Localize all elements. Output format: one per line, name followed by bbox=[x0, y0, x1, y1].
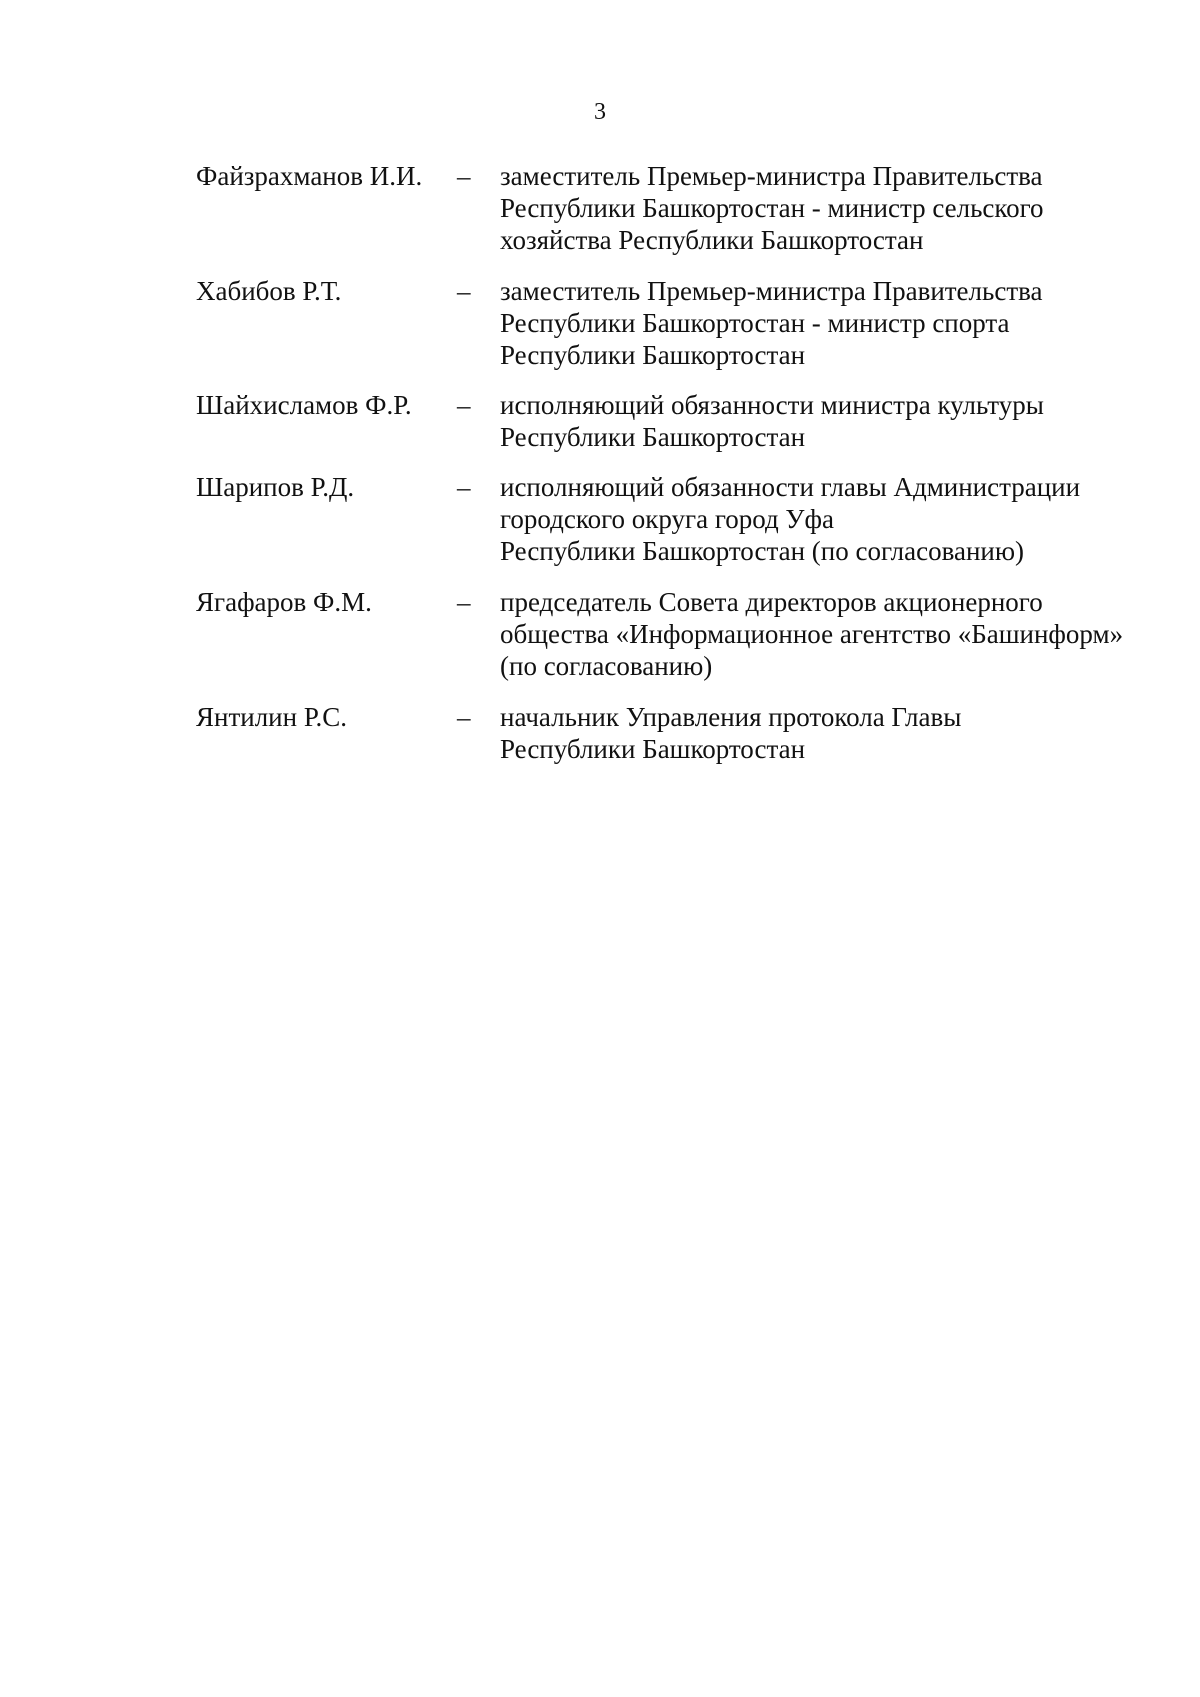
position-line: заместитель Премьер-министра Правительства bbox=[500, 276, 1043, 306]
position-line: исполняющий обязанности министра культуры bbox=[500, 390, 1044, 420]
page-number: 3 bbox=[594, 99, 606, 125]
position-line: Республики Башкортостан bbox=[500, 340, 806, 370]
position-line: городского округа город Уфа bbox=[500, 504, 835, 534]
position-line: исполняющий обязанности главы Администрации bbox=[500, 472, 1081, 502]
member-position bbox=[500, 701, 1160, 765]
member-position bbox=[500, 160, 1160, 256]
separator-dash: – bbox=[457, 276, 471, 306]
member-name: Шайхисламов Ф.Р. bbox=[196, 390, 412, 420]
position-line: Республики Башкортостан bbox=[500, 422, 806, 452]
separator-dash: – bbox=[457, 161, 471, 191]
member-position bbox=[500, 471, 1160, 567]
position-line: Республики Башкортостан bbox=[500, 734, 806, 764]
member-name: Шарипов Р.Д. bbox=[196, 472, 355, 502]
member-name: Янтилин Р.С. bbox=[196, 702, 347, 732]
list-item bbox=[0, 586, 1200, 681]
list-item bbox=[0, 471, 1200, 566]
separator-dash: – bbox=[457, 472, 471, 502]
position-line: Республики Башкортостан (по согласованию) bbox=[500, 536, 1025, 566]
separator-dash: – bbox=[457, 702, 471, 732]
position-line: хозяйства Республики Башкортостан bbox=[500, 225, 924, 255]
list-item bbox=[0, 701, 1200, 764]
member-name: Файзрахманов И.И. bbox=[196, 161, 423, 191]
position-line: заместитель Премьер-министра Правительства bbox=[500, 161, 1043, 191]
member-position bbox=[500, 389, 1160, 453]
list-item bbox=[0, 275, 1200, 370]
separator-dash: – bbox=[457, 587, 471, 617]
member-list bbox=[0, 160, 1200, 764]
member-name: Ягафаров Ф.М. bbox=[196, 587, 372, 617]
position-line: начальник Управления протокола Главы bbox=[500, 702, 962, 732]
list-item bbox=[0, 160, 1200, 255]
separator-dash: – bbox=[457, 390, 471, 420]
member-position bbox=[500, 586, 1160, 682]
member-position bbox=[500, 275, 1160, 371]
position-line: (по согласованию) bbox=[500, 651, 713, 681]
position-line: общества «Информационное агентство «Башинформ» bbox=[500, 619, 1124, 649]
list-item bbox=[0, 389, 1200, 452]
position-line: председатель Совета директоров акционерного bbox=[500, 587, 1043, 617]
member-name: Хабибов Р.Т. bbox=[196, 276, 342, 306]
position-line: Республики Башкортостан - министр спорта bbox=[500, 308, 1010, 338]
position-line: Республики Башкортостан - министр сельского bbox=[500, 193, 1044, 223]
